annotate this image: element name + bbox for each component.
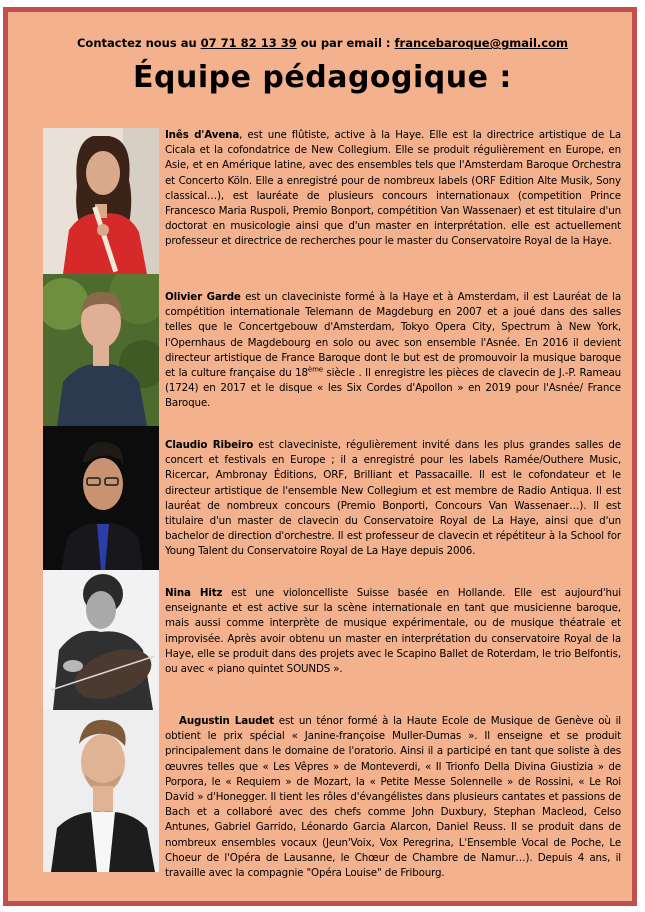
member-bio: [165, 714, 621, 881]
member-bio: [165, 290, 621, 412]
member-name: Inês d'Avena: [165, 129, 240, 141]
member-photo: [43, 710, 159, 872]
phone-link[interactable]: 07 71 82 13 39: [200, 36, 297, 50]
contact-middle: ou par email :: [300, 36, 391, 50]
member-name: Olivier Garde: [165, 291, 241, 303]
member-bio: [165, 586, 621, 677]
page-title: Équipe pédagogique :: [133, 60, 512, 95]
member-photo: [43, 274, 159, 426]
member-bio-text: est un ténor formé à la Haute Ecole de Musique de Genève où il obtient le prix spécial « Janine-françoise Muller-Dumas ». Il enseigne et se produit principalement dans le domaine de l'oratorio. Ainsi il a participé en tant que soliste à des œuvres telles que « Les Vêpres » de Monteverdi, « Il Trionfo Della Divina Giustizia » de Porpora, le « Requiem » de Mozart, la « Petite Messe Solennelle » de Rossini, « Le Roi David » d'Honegger. Il tient les rôles d'évangélistes dans plusieurs cantates et passions de Bach et a collaboré avec des chefs comme John Duxbury, Stephan Macleod, Celso Antunes, Gabriel Garrido, Léonardo Garcia Alarcon, Daniel Reuss. Il se produit dans de nombreux ensembles vocaux (Jeun'Voix, Vox Peregrina, L'Ensemble Vocal de Poche, Le Choeur de l'Opéra de Lausanne, le Chœur de Chambre de Namur…). Depuis 4 ans, il travaille avec la compagnie "Opéra Louise" de Fribourg.: [165, 715, 621, 880]
contact-line: [0, 36, 645, 50]
member-photo: [43, 570, 159, 710]
member-photo: [43, 128, 159, 274]
member-bio-text: , est une flûtiste, active à la Haye. Elle est la directrice artistique de La Cicala et la cofondatrice de New Collegium. Elle se produit régulièrement en Europe, en Asie, et en Amérique latine, avec des ensembles tels que l'Amsterdam Baroque Orchestra et Concerto Köln. Elle a enregistré pour de nombreux labels (ORF Edition Alte Musik, Sony classical…), est lauréate de plusieurs concours internationaux (competition Prince Francesco Maria Ruspoli, Premio Bonport, compétition Van Wassenaer) et est titulaire d'un doctorat en musicologie ainsi que d'un master en interprétation. elle est actuellement professeur et directrice de recherches pour le master du Conservatoire Royal de la Haye.: [165, 129, 621, 248]
email-link[interactable]: francebaroque@gmail.com: [394, 36, 568, 50]
member-bio-text: est un claveciniste formé à la Haye et à Amsterdam, il est Lauréat de la compétition internationale Telemann de Magdeburg en 2007 et a joué dans des salles telles que le Concertgebouw d'Amsterdam, Tokyo Opera City, Spectrum à New York, l'Opernhaus de Magdebourg en solo ou avec son ensemble l'Asnée. En 2016 il devient directeur artistique de France Baroque dont le but est de promouvoir la musique baroque et la culture française du 18: [165, 291, 621, 380]
member-name: Nina Hitz: [165, 587, 223, 599]
member-name: Augustin Laudet: [179, 715, 275, 727]
member-bio-text-cont: siècle . Il enregistre les pièces de clavecin de J.-P. Rameau (1724) en 2017 et le disque « les Six Cordes d'Apollon » en 2019 pour l'Asnée/ France Baroque.: [165, 367, 622, 410]
member-bio: [165, 128, 621, 250]
member-name: Claudio Ribeiro: [165, 439, 254, 451]
contact-prefix: Contactez nous au: [76, 36, 197, 50]
member-photo: [43, 426, 159, 570]
superscript: ème: [307, 365, 323, 374]
member-bio: [165, 438, 621, 560]
member-bio-text: est une violoncelliste Suisse basée en Hollande. Elle est aujourd'hui enseignante et est active sur la scène internationale en tant que musicienne baroque, mais aussi comme interprète de musique expérimentale, ou de musique théatrale et improvisée. Après avoir obtenu un master en interprétation du conservatoire Royal de la Haye, elle se produit dans des projets avec le Scapino Ballet de Roterdam, le trio Belfontis, ou avec « piano quintet SOUNDS ».: [165, 587, 621, 676]
member-bio-text: est claveciniste, régulièrement invité dans les plus grandes salles de concert et festivals en Europe ; il a enregistré pour les labels Ramée/Outhere Music, Ricercar, Ambronay Éditions, ORF, Brilliant et Passacaille. Il est le cofondateur et le directeur artistique de l'ensemble New Collegium et est membre de Radio Antiqua. Il est lauréat de nombreux concours (Premio Bonporti, Concours Van Wassenaer…). Il est titulaire d'un master de clavecin du Conservatoire Royal de La Haye, ainsi que d'un bachelor de direction d'orchestre. Il est professeur de clavecin et répétiteur à la School for Young Talent du Conservatoire Royal de La Haye depuis 2006.: [165, 439, 621, 558]
